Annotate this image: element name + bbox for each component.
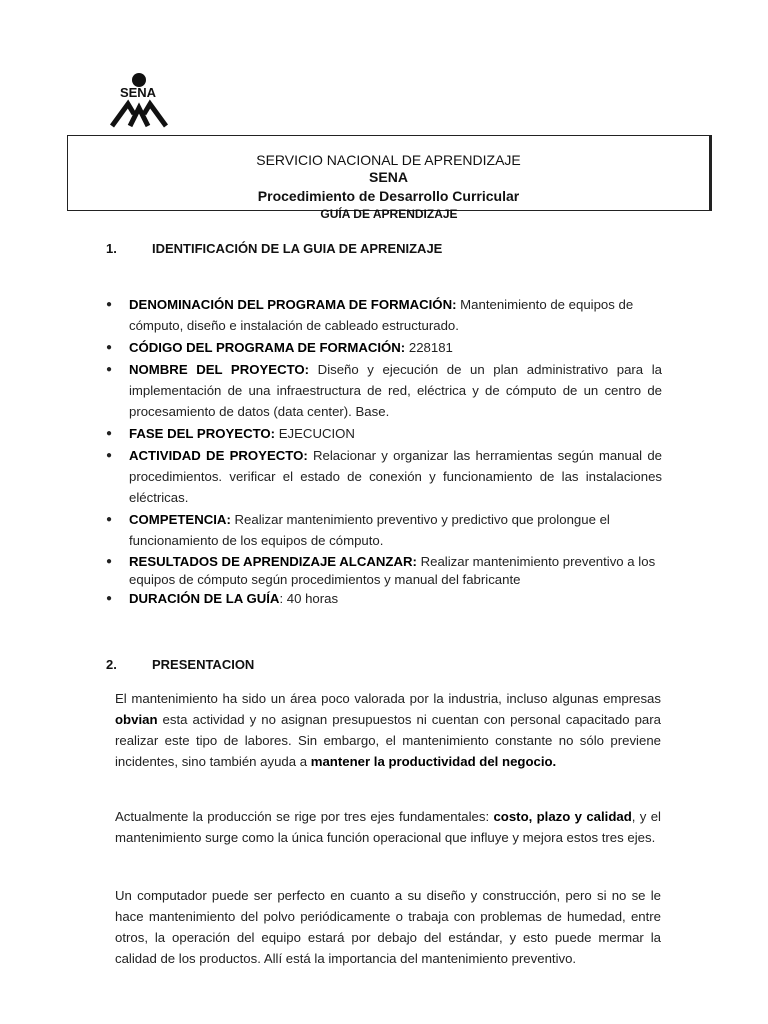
section-1-title: IDENTIFICACIÓN DE LA GUIA DE APRENIZAJE	[152, 241, 443, 256]
bullet-icon: ●	[106, 428, 113, 439]
identification-list	[100, 294, 662, 609]
list-item: ● DENOMINACIÓN DEL PROGRAMA DE FORMACIÓN: Mantenimiento de equipos de cómputo, diseño e instalación de cableado estructurado.	[100, 294, 662, 336]
list-item: ● NOMBRE DEL PROYECTO: Diseño y ejecución de un plan administrativo para la implementación de una infraestructura de red, eléctrica y de cómputo de un centro de procesamiento de datos (data center). Base.	[100, 359, 662, 422]
guide-title: GUÍA DE APRENDIZAJE	[320, 207, 458, 218]
bullet-icon: ●	[106, 299, 113, 310]
institution-acronym: SENA	[369, 169, 408, 185]
presentation-paragraph-2: Actualmente la producción se rige por tres ejes fundamentales: costo, plazo y calidad, y el mantenimiento surge como la única función operacional que influye y mejora estos tres ejes.	[115, 809, 661, 845]
list-item: ● ACTIVIDAD DE PROYECTO: Relacionar y organizar las herramientas según manual de procedimientos. verificar el estado de conexión y funcionamiento de las instalaciones eléctricas.	[100, 445, 662, 508]
list-item: ● DURACIÓN DE LA GUÍA: 40 horas	[106, 591, 339, 606]
sena-logo	[108, 70, 168, 132]
presentation-paragraph-3: Un computador puede ser perfecto en cuanto a su diseño y construcción, pero si no se le hace mantenimiento del polvo periódicamente o trabaja con problemas de humedad, entre otros, la operación del equipo estará por debajo del estándar, y esto puede mermar la calidad de los productos. Allí está la importancia del mantenimiento preventivo.	[115, 888, 661, 966]
bullet-icon: ●	[106, 450, 113, 461]
procedure-title: Procedimiento de Desarrollo Curricular	[257, 188, 520, 204]
section-1-number: 1.	[106, 241, 117, 256]
institution-name: SERVICIO NACIONAL DE APRENDIZAJE	[256, 152, 521, 168]
bullet-icon: ●	[106, 593, 113, 604]
sena-logo-text: SENA	[119, 85, 157, 100]
bullet-icon: ●	[106, 364, 113, 375]
list-item: ● RESULTADOS DE APRENDIZAJE ALCANZAR: Realizar mantenimiento preventivo a los equipos de cómputo según procedimientos y manual del fabricante	[106, 554, 656, 587]
document-header-box	[67, 135, 712, 211]
bullet-icon: ●	[106, 342, 113, 353]
bullet-icon: ●	[106, 556, 113, 567]
list-item: ● FASE DEL PROYECTO: EJECUCION	[100, 423, 662, 444]
section-2-number: 2.	[106, 657, 117, 672]
list-item: ● COMPETENCIA: Realizar mantenimiento preventivo y predictivo que prolongue el funcionamiento de los equipos de cómputo.	[100, 509, 662, 551]
presentation-paragraph-1: El mantenimiento ha sido un área poco valorada por la industria, incluso algunas empresas obvian esta actividad y no asignan presupuestos ni cuentan con personal capacitado para realizar este tipo de labores. Sin embargo, el mantenimiento constante no sólo previene incidentes, sino también ayuda a mantener la productividad del negocio.	[115, 691, 661, 769]
list-item: ● CÓDIGO DEL PROGRAMA DE FORMACIÓN: 228181	[100, 337, 662, 358]
section-2-title: PRESENTACION	[152, 657, 255, 672]
bullet-icon: ●	[106, 514, 113, 525]
